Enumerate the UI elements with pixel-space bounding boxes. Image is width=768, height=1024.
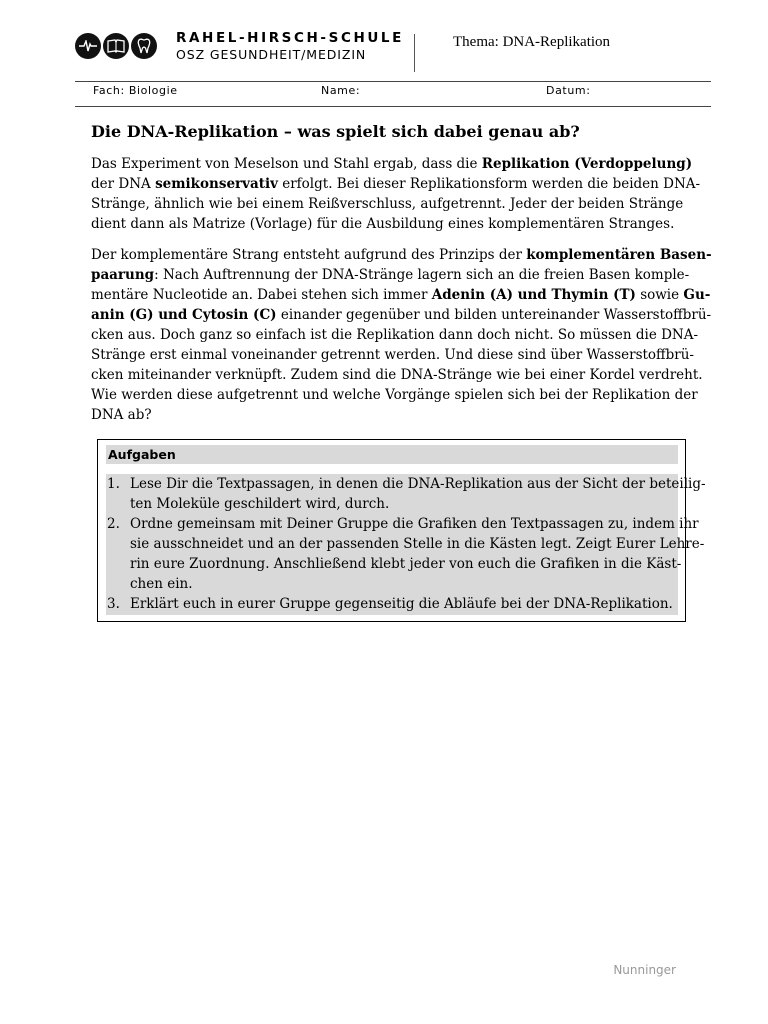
task-text-line: Lese Dir die Textpassagen, in denen die DNA-Replikation aus der Sicht der beteilig- [130,476,706,492]
author-footer: Nunninger [613,963,676,977]
paragraph-line: Stränge erst einmal voneinander getrennt werden. Und diese sind über Wasserstoffbrü- [91,347,694,363]
task-number: 3. [107,596,120,612]
heartbeat-icon [75,33,101,59]
task-number: 2. [107,516,120,532]
paragraph-line: dient dann als Matrize (Vorlage) für die Ausbildung eines komplementären Stranges. [91,216,675,232]
explanation-paragraph [91,245,712,425]
paragraph-line: DNA ab? [91,407,152,423]
task-item [106,474,706,514]
header-rule-bottom [75,106,711,107]
bold-term: komplementären Basen- [526,247,712,263]
paragraph-line: paarung: Nach Auftrennung der DNA-Stränge lagern sich an die freien Basen komple- [91,267,690,283]
paragraph-line: mentäre Nucleotide an. Dabei stehen sich immer Adenin (A) und Thymin (T) sowie Gu- [91,287,711,303]
paragraph-line: cken aus. Doch ganz so einfach ist die Replikation dann doch nicht. So müssen die DNA- [91,327,699,343]
paragraph-line: der DNA semikonservativ erfolgt. Bei dieser Replikationsform werden die beiden DNA- [91,176,701,192]
bold-term: Gu- [683,287,711,303]
task-text-line: sie ausschneidet und an der passenden Stelle in die Kästen legt. Zeigt Eurer Lehre- [130,536,705,552]
task-item [106,594,678,614]
school-logo [75,33,157,59]
task-number: 1. [107,476,120,492]
school-name: RAHEL-HIRSCH-SCHULE [176,30,404,46]
bold-term: semikonservativ [155,176,278,192]
paragraph-line: Das Experiment von Meselson und Stahl ergab, dass die Replikation (Verdoppelung) [91,156,693,172]
tasks-heading: Aufgaben [106,445,678,464]
tooth-icon [131,33,157,59]
paragraph-line: Stränge, ähnlich wie bei einem Reißverschluss, aufgetrennt. Jeder der beiden Stränge [91,196,684,212]
header-divider [414,34,415,72]
intro-paragraph [91,154,701,234]
task-item [106,514,705,594]
header-rule-top [75,81,711,82]
bold-term: paarung [91,267,155,283]
paragraph-line: cken miteinander verknüpft. Zudem sind die DNA-Stränge wie bei einer Kordel verdreht. [91,367,703,383]
tasks-box [97,439,706,622]
page-title: Die DNA-Replikation – was spielt sich dabei genau ab? [91,122,580,141]
task-text-line: Erklärt euch in eurer Gruppe gegenseitig die Abläufe bei der DNA-Replikation. [130,596,673,612]
school-subtitle: OSZ GESUNDHEIT/MEDIZIN [176,47,367,62]
page-header [0,0,768,82]
subject-field: Fach: Biologie [93,84,178,97]
paragraph-line: Wie werden diese aufgetrennt und welche Vorgänge spielen sich bei der Replikation der [91,387,698,403]
topic-label: Thema: DNA-Replikation [453,34,611,50]
task-text-line: chen ein. [130,576,193,592]
book-icon [103,33,129,59]
name-field: Name: [321,84,361,97]
school-logo-text [176,30,404,63]
date-field: Datum: [546,84,591,97]
paragraph-line: anin (G) und Cytosin (C) einander gegenüber und bilden untereinander Wasserstoffbrü- [91,307,712,323]
task-text-line: ten Moleküle geschildert wird, durch. [130,496,390,512]
bold-term: anin (G) und Cytosin (C) [91,307,277,323]
task-text-line: rin eure Zuordnung. Anschließend klebt jeder von euch die Grafiken in die Käst- [130,556,682,572]
task-text-line: Ordne gemeinsam mit Deiner Gruppe die Grafiken den Textpassagen zu, indem ihr [130,516,699,532]
bold-term: Adenin (A) und Thymin (T) [431,287,636,303]
task-list [106,474,706,615]
bold-term: Replikation (Verdoppelung) [481,156,693,172]
paragraph-line: Der komplementäre Strang entsteht aufgrund des Prinzips der komplementären Basen- [91,247,712,263]
